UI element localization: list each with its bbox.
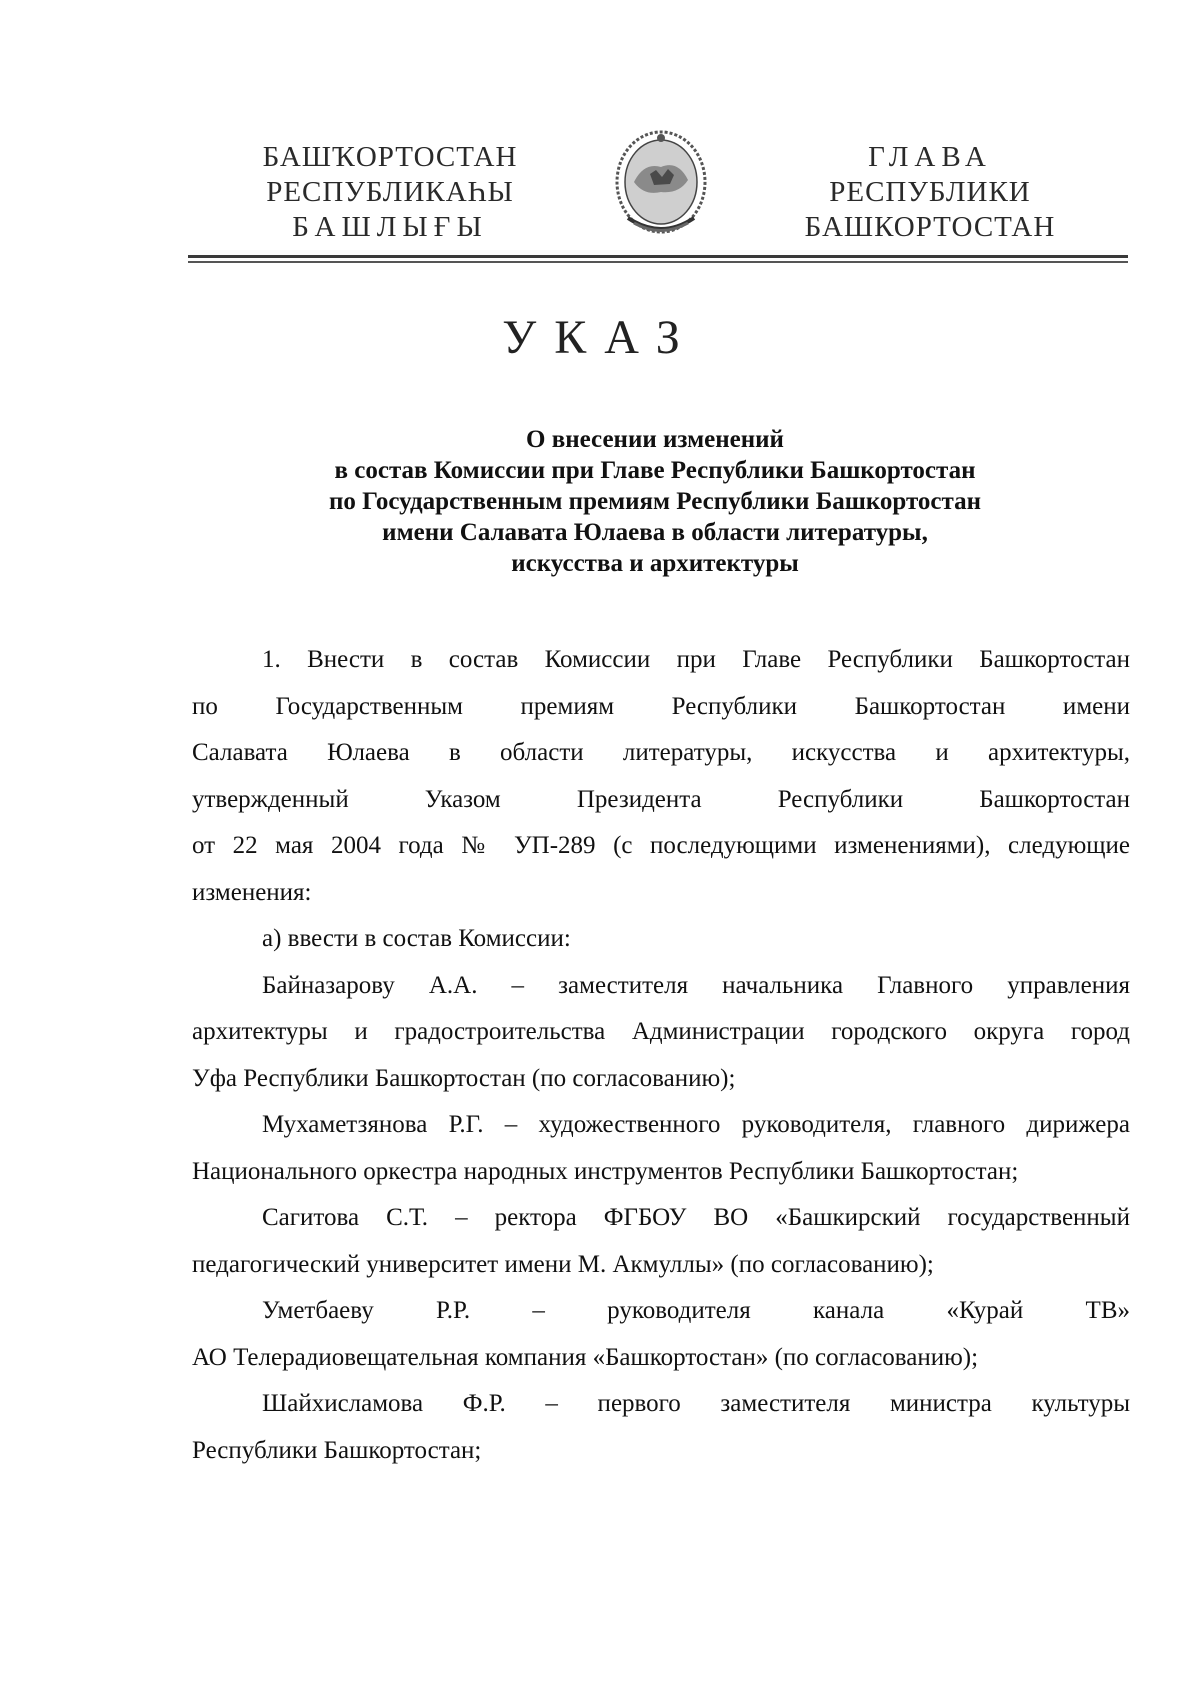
header-right-russian bbox=[780, 140, 1080, 245]
member2-line-1: Мухаметзянова Р.Г. – художественного руководителя, главного дирижера bbox=[262, 1111, 1130, 1138]
para1-line-2: по Государственным премиям Республики Башкортостан имени bbox=[192, 692, 1130, 720]
member3-line-2: педагогический университет имени М. Акмуллы» (по согласованию); bbox=[192, 1250, 934, 1278]
subject-line-5: искусства и архитектуры bbox=[511, 550, 799, 577]
para1-line-1: 1. Внести в состав Комиссии при Главе Республики Башкортостан bbox=[262, 646, 1130, 673]
decree-subject bbox=[200, 424, 1110, 579]
bashkortostan-coat-of-arms-icon bbox=[604, 122, 719, 245]
member3-line-1: Сагитова С.Т. – ректора ФГБОУ ВО «Башкирский государственный bbox=[262, 1204, 1130, 1231]
subject-line-2: в состав Комиссии при Главе Республики Башкортостан bbox=[334, 457, 976, 484]
header-left-line-2: РЕСПУБЛИКАҺЫ bbox=[266, 176, 514, 208]
header-divider-top bbox=[188, 255, 1128, 258]
para1-line-4: утвержденный Указом Президента Республики Башкортостан bbox=[192, 785, 1130, 813]
header-divider-bottom bbox=[188, 261, 1128, 263]
para1-line-5: от 22 мая 2004 года № УП-289 (с последующими изменениями), следующие bbox=[192, 832, 1130, 859]
header-left-line-3: БАШЛЫҒЫ bbox=[292, 211, 488, 243]
subject-line-3: по Государственным премиям Республики Башкортостан bbox=[328, 488, 982, 515]
header-right-line-1: ГЛАВА bbox=[868, 141, 992, 173]
header-left-line-1: БАШҠОРТОСТАН bbox=[262, 141, 518, 173]
para1-line-3: Салавата Юлаева в области литературы, искусства и архитектуры, bbox=[192, 739, 1130, 766]
subject-line-1: О внесении изменений bbox=[526, 426, 784, 453]
para1-line-6: изменения: bbox=[192, 878, 312, 906]
decree-body bbox=[192, 645, 1130, 1482]
item-a: а) ввести в состав Комиссии: bbox=[262, 925, 571, 952]
member2-line-2: Национального оркестра народных инструментов Республики Башкортостан; bbox=[192, 1157, 1019, 1185]
document-type-title: УКАЗ bbox=[502, 311, 698, 364]
header-right-line-2: РЕСПУБЛИКИ bbox=[829, 176, 1031, 208]
member5-line-1: Шайхисламова Ф.Р. – первого заместителя министра культуры bbox=[262, 1390, 1130, 1417]
member4-line-2: АО Телерадиовещательная компания «Башкортостан» (по согласованию); bbox=[192, 1343, 979, 1371]
member1-line-1: Байназарову А.А. – заместителя начальника Главного управления bbox=[262, 971, 1130, 999]
member1-line-3: Уфа Республики Башкортостан (по согласованию); bbox=[192, 1064, 736, 1092]
member1-line-2: архитектуры и градостроительства Администрации городского округа город bbox=[192, 1018, 1130, 1045]
header-left-bashkir bbox=[240, 140, 540, 245]
member5-line-2: Республики Башкортостан; bbox=[192, 1436, 482, 1464]
subject-line-4: имени Салавата Юлаева в области литературы, bbox=[382, 519, 928, 546]
member4-line-1: Уметбаеву Р.Р. – руководителя канала «Курай ТВ» bbox=[262, 1297, 1130, 1324]
header-right-line-3: БАШКОРТОСТАН bbox=[804, 211, 1056, 243]
